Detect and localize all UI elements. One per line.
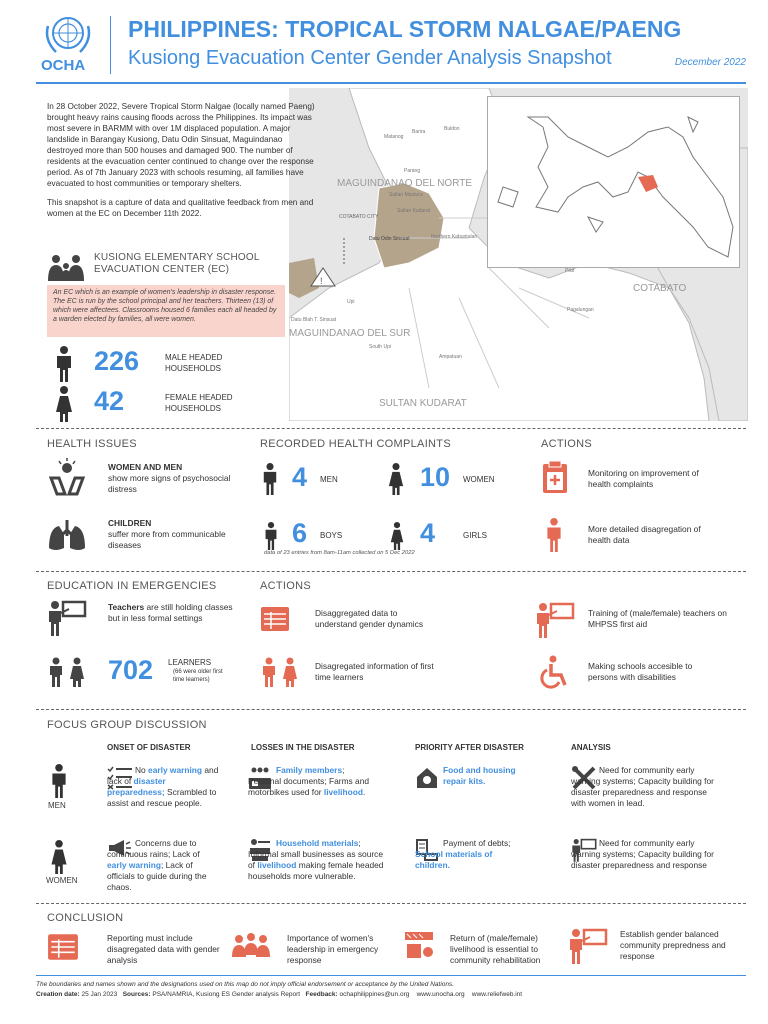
wheelchair-icon	[535, 655, 571, 691]
learners-note: (66 were older first time learners)	[173, 669, 223, 683]
data-table-icon	[260, 606, 290, 632]
woman-icon	[388, 462, 404, 496]
fgd-men-priority	[443, 765, 538, 787]
female-headed-label	[165, 392, 233, 414]
footer-feedback-label: Feedback:	[305, 991, 338, 998]
learners-count: 702	[108, 655, 154, 685]
health-heading: HEALTH ISSUES	[47, 438, 137, 450]
report-date: December 2022	[674, 57, 746, 68]
map-label-datu-odin: Datu Odin Sinsuat	[369, 236, 410, 242]
map-label-buldon: Buldon	[444, 126, 460, 132]
hands-distress-icon	[47, 458, 87, 498]
health-action-1: Monitoring on improvement of health complaints	[588, 468, 699, 489]
conclusion-heading: CONCLUSION	[47, 912, 124, 924]
education-action-3: Disagregated information of first time learners	[315, 661, 434, 682]
divider-4	[36, 903, 746, 904]
teachers-text	[108, 602, 243, 624]
learners-label: LEARNERS	[168, 658, 212, 667]
fgd-men-loss-c: livelihood	[323, 787, 363, 797]
footer	[36, 980, 746, 1000]
teachers-bold: Teachers	[108, 602, 145, 612]
fgd-col-analysis: ANALYSIS	[571, 743, 611, 752]
house-icon	[415, 766, 439, 790]
health-item-1	[108, 462, 238, 495]
fgd-men-loss-a: Family members	[276, 765, 343, 775]
divider-2	[36, 571, 746, 572]
map-label-sultan-kudarat: SULTAN KUDARAT	[379, 398, 467, 409]
map-label-south-upi: South Upi	[369, 344, 391, 350]
fgd-women-onset-b: early warning	[107, 860, 161, 870]
intro-text	[47, 101, 315, 227]
teacher-training-icon	[568, 928, 608, 964]
conclusion-3: Return of (male/female) livelihood is essential to community rehabilitation	[450, 933, 541, 965]
ocha-logo: OCHA	[41, 57, 86, 74]
map-label-cotabato: COTABATO	[633, 283, 687, 294]
map-label-matanog: Matanog	[384, 134, 404, 140]
fgd-col-losses: LOSSES IN THE DISASTER	[251, 743, 355, 752]
complaints-note: data of 23 entries from 8am-11am collected on 5 Dec 2022	[264, 550, 415, 556]
intro-paragraph-1: In 28 October 2022, Severe Tropical Storm Nalgae (locally named Paeng) brought heavy rains causing floods across the Philippines. Its impact was most severe in BARMM with over 1M displaced population. A major landslide in Barangay Kusiong, Datu Odin Sinsuat, Maguindanao destroyed more than 500 houses and damaged 900. The number of residents at the evacuation center continued to change over the response period. As of 7th January 2023 with schools resuming, all families have evacuated to host communities or temporary shelters.	[47, 102, 315, 188]
footer-meta	[36, 990, 746, 1000]
fgd-heading: FOCUS GROUP DISCUSSION	[47, 719, 207, 731]
health-action-2: More detailed disagregation of health data	[588, 524, 701, 545]
boy-icon	[264, 522, 278, 550]
complaints-girls-count: 4	[420, 518, 436, 548]
fgd-women-label: WOMEN	[46, 876, 78, 885]
fgd-men-onset-c: and lack of	[107, 765, 219, 786]
fgd-women-onset-c: ; Lack of officials to guide during the chaos.	[107, 860, 207, 892]
education-action-1: Disaggregated data to understand gender dynamics	[315, 608, 424, 629]
fgd-men-priority-text: Food and housing repair kits.	[443, 765, 516, 786]
fgd-women-analysis: Need for community early warning systems; Capacity building for disaster preparedness and response	[571, 838, 714, 870]
learners-icon	[260, 657, 300, 687]
fgd-women-priority-a: Payment of debts;	[443, 838, 511, 848]
female-headed-count: 42	[94, 386, 125, 416]
teacher-training-icon	[535, 602, 575, 638]
inset-map	[487, 96, 740, 268]
footer-disclaimer: The boundaries and names shown and the designations used on this map do not imply official endorsement or acceptance by the United Nations.	[36, 981, 455, 988]
map-label-upi: Upi	[347, 299, 355, 305]
male-headed-label-2: HOUSEHOLDS	[165, 364, 222, 373]
fgd-col-priority: PRIORITY AFTER DISASTER	[415, 743, 524, 752]
health-item-2-title: CHILDREN	[108, 518, 152, 528]
footer-reliefweb-link[interactable]: www.reliefweb.int	[471, 991, 523, 998]
map-label-ampatuan: Ampatuan	[439, 354, 462, 360]
clipboard-icon	[541, 460, 569, 494]
girl-icon	[390, 522, 404, 550]
group-icon	[231, 933, 271, 959]
fgd-col-onset: ONSET OF DISASTER	[107, 743, 191, 752]
conclusion-4: Establish gender balanced community prepredness and response	[620, 929, 726, 961]
male-headed-label-1: MALE HEADED	[165, 353, 223, 362]
fgd-women-loss-d: making female headed households more vulnerable.	[248, 860, 384, 881]
fgd-women-loss-c: livelihood	[257, 860, 297, 870]
map-label-sultan-mastura: Sultan Mastura	[389, 192, 423, 198]
map-label-datu-blah: Datu Blah T. Sinsuat	[291, 317, 337, 323]
male-headed-label	[165, 352, 222, 374]
woman-icon	[55, 386, 73, 422]
complaints-boys-count: 6	[292, 518, 308, 548]
health-actions-heading: ACTIONS	[541, 438, 592, 450]
complaints-girls-label: GIRLS	[463, 531, 488, 540]
map-label-sur: MAGUINDANAO DEL SUR	[289, 328, 411, 339]
footer-feedback-link[interactable]: ochaphilippines@un.org	[337, 991, 410, 998]
education-action-4: Making schools accesible to persons with disabilities	[588, 661, 693, 682]
fgd-women-loss-b: ; Informal small businesses as source of	[248, 838, 383, 870]
fgd-men-onset	[107, 765, 219, 809]
learners-icon	[47, 657, 87, 687]
fgd-women-losses	[248, 838, 386, 882]
ec-title-line1: KUSIONG ELEMENTARY SCHOOL	[94, 252, 260, 263]
map-label-kabuntalan: Northern Kabuntalan	[431, 234, 478, 240]
map-label-parang: Parang	[404, 168, 421, 174]
health-item-1-title: WOMEN AND MEN	[108, 462, 183, 472]
footer-unocha-link[interactable]: www.unocha.org	[416, 991, 465, 998]
header-divider	[110, 16, 111, 74]
map-label-pikit: Pikit	[565, 268, 575, 274]
complaints-heading: RECORDED HEALTH COMPLAINTS	[260, 438, 451, 450]
svg-text:!: !	[320, 276, 323, 286]
fgd-men-onset-a: No	[135, 765, 149, 775]
page-title: PHILIPPINES: TROPICAL STORM NALGAE/PAENG	[128, 16, 682, 42]
conclusion-1: Reporting must include disagregated data with gender analysis	[107, 933, 220, 965]
health-item-2-text: suffer more from communicable diseases	[108, 529, 226, 550]
complaints-men-label: MEN	[320, 475, 338, 484]
fgd-men-analysis: Need for community early warning systems; Capacity building for disaster preparedness and response with women in lead.	[571, 765, 714, 808]
fgd-men-onset-d: disaster preparedness;	[107, 776, 166, 797]
fgd-men-onset-e: Scrambled to assist and rescue people.	[107, 787, 217, 808]
map-label-cotabato-city: COTABATO CITY	[339, 214, 379, 220]
footer-creation: 25 Jan 2023	[79, 991, 118, 998]
footer-sources-label: Sources:	[122, 991, 151, 998]
map-label-pagalungan: Pagalungan	[567, 307, 594, 313]
education-actions-heading: ACTIONS	[260, 580, 311, 592]
fgd-men-onset-b: early warning	[148, 765, 203, 775]
ec-description: An EC which is an example of women's leadership in disaster response. The EC is run by the school principal and her teachers. Thirteen (13) of which were affectees. Classrooms housed 6 families each all headed by a warden elected by families, all were women.	[47, 285, 285, 337]
complaints-women-label: WOMEN	[463, 475, 495, 484]
fgd-women-onset	[107, 838, 219, 893]
intro-paragraph-2: This snapshot is a capture of data and qualitative feedback from men and women at the EC on December 11th 2022.	[47, 198, 314, 218]
fgd-women-onset-a: Concerns due to continuous rains; Lack of	[107, 838, 200, 859]
fgd-women-loss-a: Household materials	[276, 838, 359, 848]
footer-rule	[36, 975, 746, 976]
complaints-boys-label: BOYS	[320, 531, 343, 540]
woman-icon	[50, 840, 68, 874]
man-icon	[262, 462, 278, 496]
complaints-women-count: 10	[420, 462, 451, 492]
map-label-sultan-kudarat-mun: Sultan Kudarat	[397, 208, 431, 214]
health-item-2	[108, 518, 238, 551]
divider-1	[36, 428, 746, 429]
ec-title-line2: EVACUATION CENTER (EC)	[94, 264, 230, 275]
ec-title	[94, 252, 260, 276]
header-rule	[36, 82, 746, 84]
female-headed-label-2: HOUSEHOLDS	[165, 404, 222, 413]
fgd-men-label: MEN	[48, 801, 66, 810]
map-label-norte: MAGUINDANAO DEL NORTE	[337, 178, 473, 189]
livelihood-icon	[403, 930, 435, 962]
female-headed-label-1: FEMALE HEADED	[165, 393, 233, 402]
fgd-men-loss-d: .	[362, 787, 366, 797]
teacher-icon	[47, 600, 87, 636]
conclusion-2: Importance of women's leadership in emergency response	[287, 933, 379, 965]
data-table-icon	[47, 933, 79, 961]
person-icon	[544, 518, 564, 552]
teachers-rest: are still holding classes but in less formal settings	[108, 602, 233, 623]
divider-3	[36, 709, 746, 710]
fgd-women-priority-b: School materials of children.	[415, 849, 493, 870]
fgd-men-losses	[248, 765, 378, 798]
health-item-1-text: show more signs of psychosocial distress	[108, 473, 231, 494]
complaints-men-count: 4	[292, 462, 308, 492]
male-headed-count: 226	[94, 346, 140, 376]
lungs-icon	[47, 518, 87, 554]
map-label-barira: Barira	[412, 129, 426, 135]
fgd-women-priority	[415, 838, 525, 871]
education-action-2: Training of (male/female) teachers on MHPSS first aid	[588, 608, 727, 629]
education-heading: EDUCATION IN EMERGENCIES	[47, 580, 217, 592]
footer-sources: PSA/NAMRIA, Kusiong ES Gender analysis Report	[150, 991, 301, 998]
family-icon	[46, 253, 86, 283]
man-icon	[50, 764, 68, 798]
page-subtitle: Kusiong Evacuation Center Gender Analysis Snapshot	[128, 47, 612, 69]
footer-creation-label: Creation date:	[36, 991, 80, 998]
fgd-men-loss-b: ; Personal documents; Farms and motorbikes used for	[248, 765, 370, 797]
man-icon	[55, 346, 73, 382]
